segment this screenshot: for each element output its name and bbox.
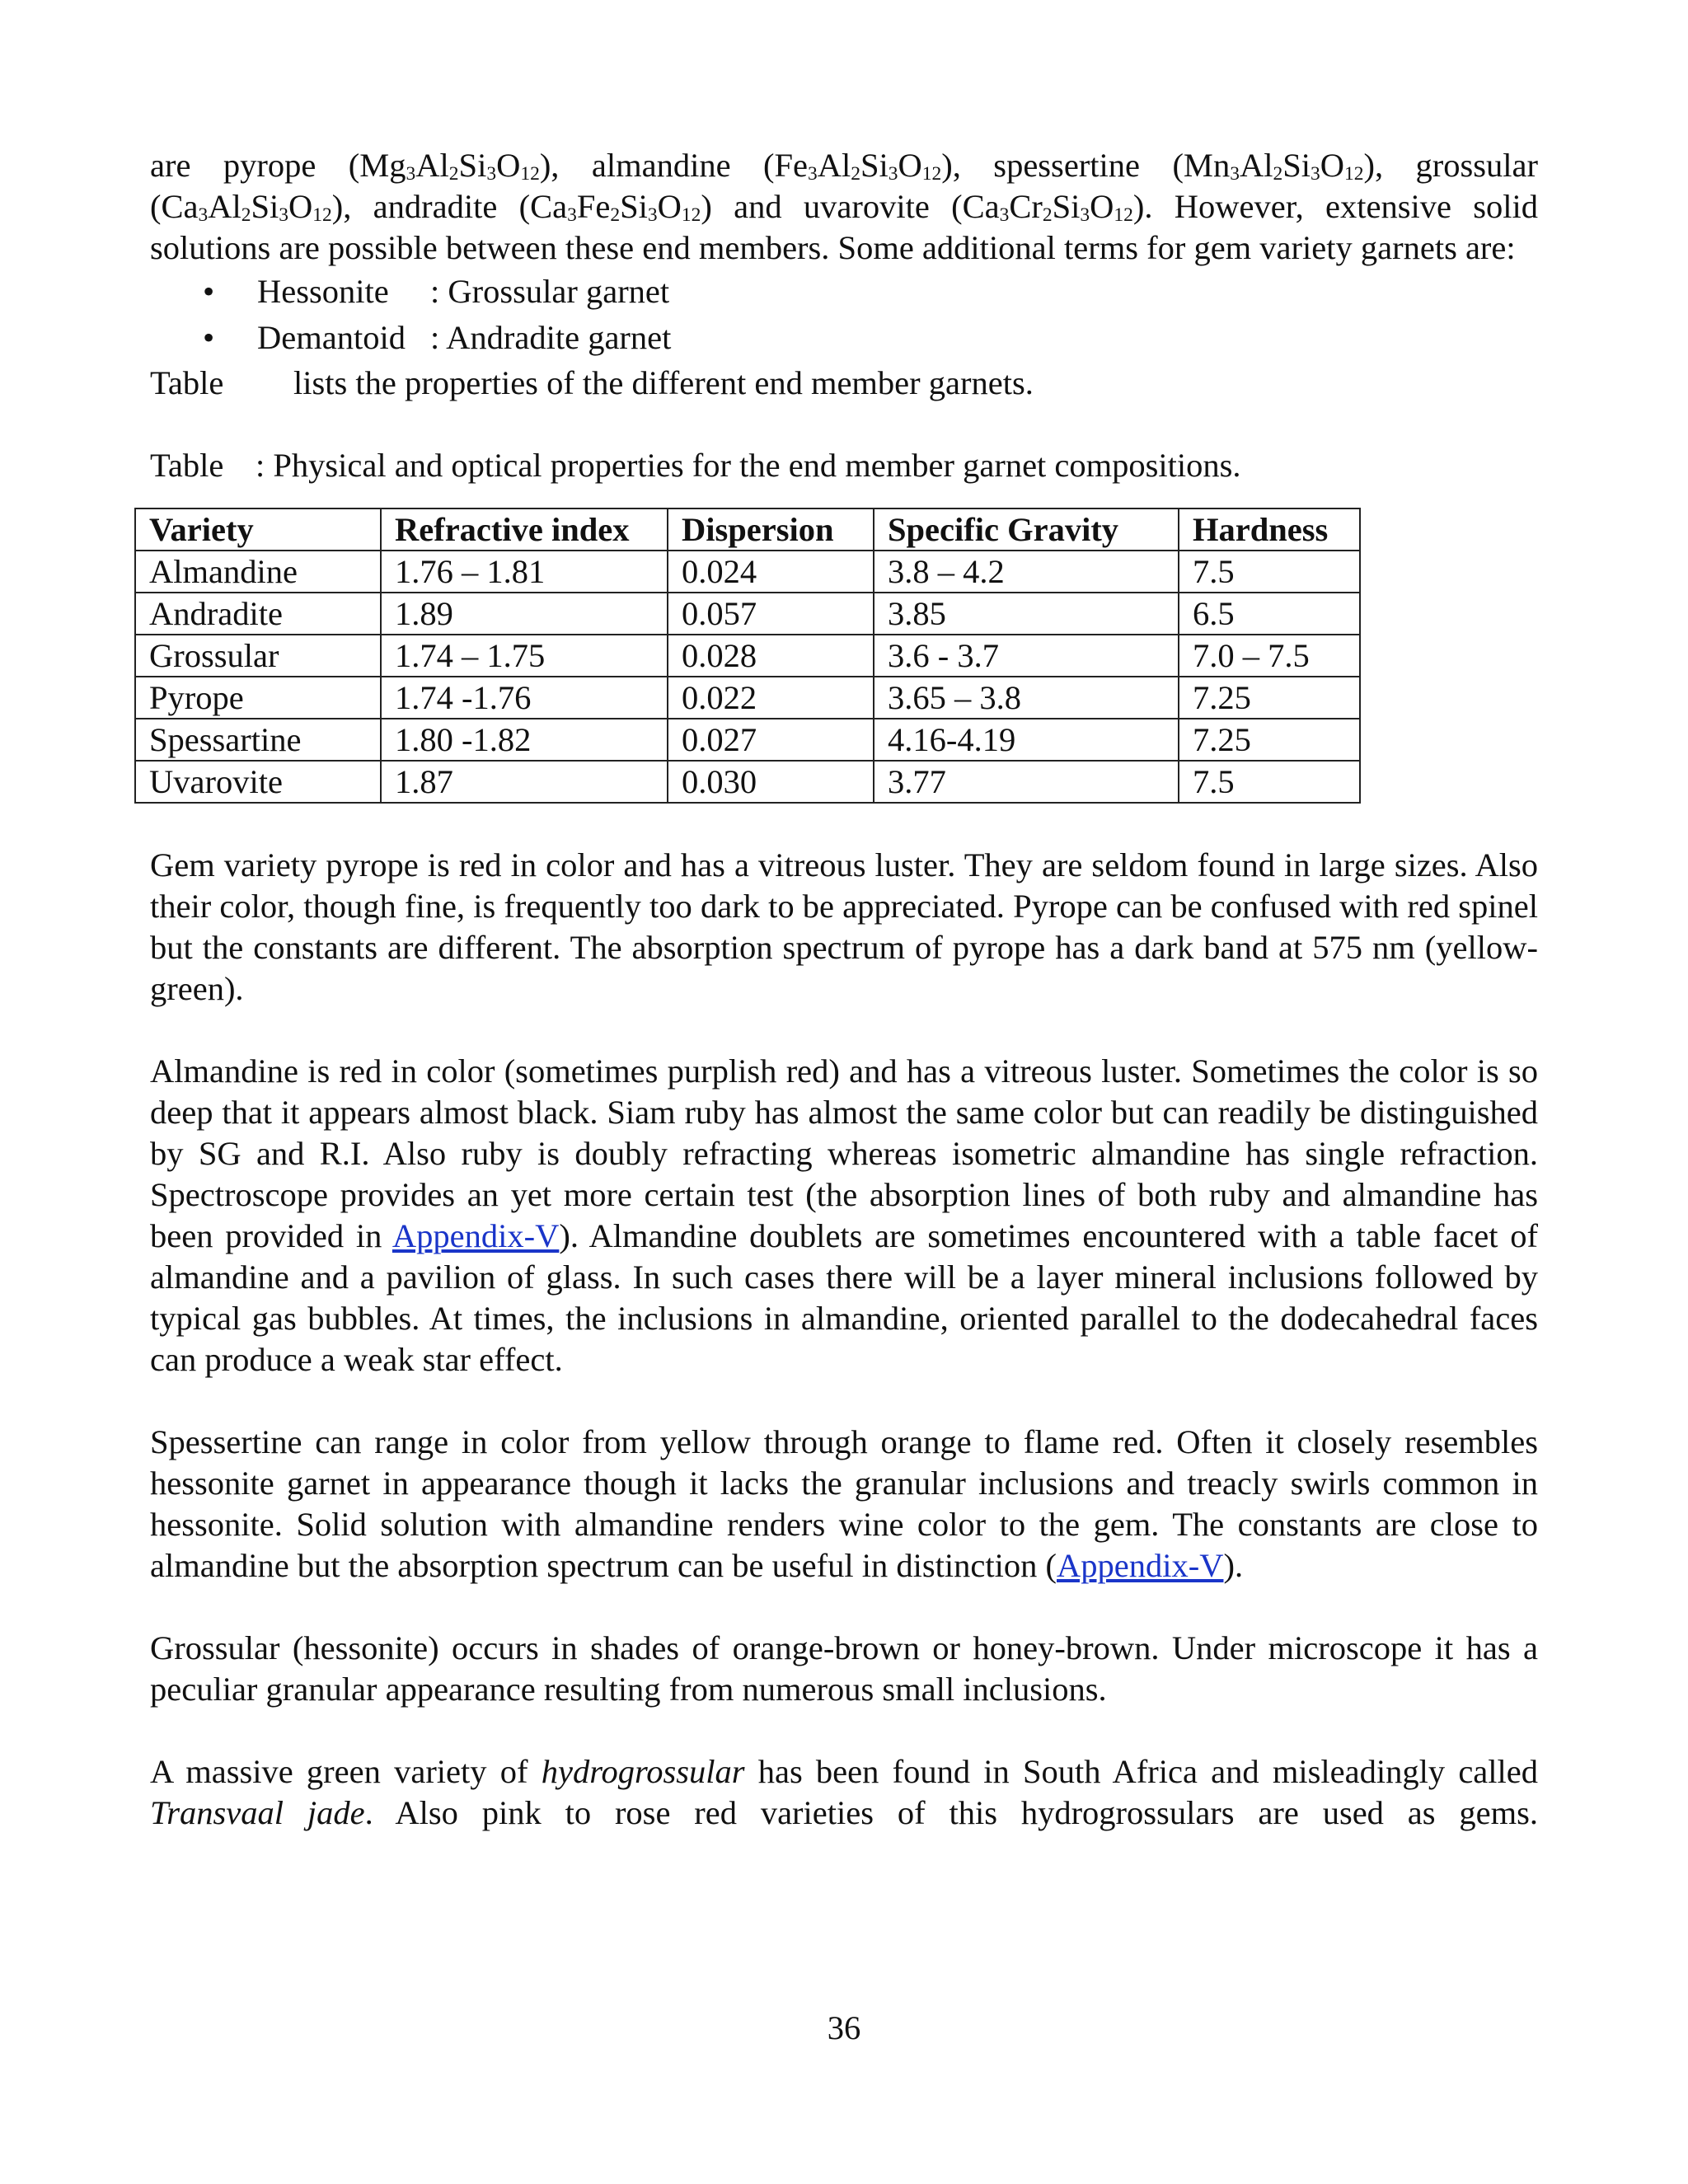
table-cell: 0.027 — [668, 719, 874, 761]
column-header: Refractive index — [381, 509, 668, 551]
table-cell: 0.057 — [668, 593, 874, 635]
column-header: Dispersion — [668, 509, 874, 551]
table-cell: 1.87 — [381, 761, 668, 803]
table-cell: 1.80 -1.82 — [381, 719, 668, 761]
bullet-icon: • — [203, 319, 215, 356]
table-cell: Pyrope — [135, 677, 381, 719]
table-cell: 7.5 — [1179, 551, 1360, 593]
table-cell: 3.77 — [874, 761, 1179, 803]
appendix-v-link[interactable]: Appendix-V — [1057, 1547, 1224, 1584]
table-reference-line: Table lists the properties of the different end member garnets. — [150, 364, 1034, 401]
table-cell: 0.028 — [668, 635, 874, 677]
table-row — [135, 719, 1360, 761]
spessertine-paragraph: Spessertine can range in color from yellow through orange to flame red. Often it closely resembles hessonite garnet in appearance though it lacks the granular inclusions and treacly swirls common in hessonite. Solid solution with almandine renders wine color to the gem. The constants are close to almandine but the absorption spectrum can be useful in distinction (Appendix-V). — [150, 1423, 1538, 1584]
table-cell: 7.0 – 7.5 — [1179, 635, 1360, 677]
table-cell: Uvarovite — [135, 761, 381, 803]
table-cell: 1.76 – 1.81 — [381, 551, 668, 593]
document-page — [150, 145, 1538, 1834]
table-row — [135, 551, 1360, 593]
grossular-paragraph: Grossular (hessonite) occurs in shades of orange-brown or honey-brown. Under microscope it has a peculiar granular appearance resulting from numerous small inclusions. — [150, 1629, 1538, 1708]
column-header: Hardness — [1179, 509, 1360, 551]
table-row — [135, 635, 1360, 677]
table-row — [135, 677, 1360, 719]
pyrope-paragraph: Gem variety pyrope is red in color and has a vitreous luster. They are seldom found in large sizes. Also their color, though fine, is frequently too dark to be appreciated. Pyrope can be confused with red spinel but the constants are different. The absorption spectrum of pyrope has a dark band at 575 nm (yellow-green). — [150, 846, 1538, 1007]
table-cell: 3.65 – 3.8 — [874, 677, 1179, 719]
table-cell: Spessartine — [135, 719, 381, 761]
table-row — [135, 593, 1360, 635]
table-caption: Table : Physical and optical properties for the end member garnet compositions. — [150, 447, 1241, 484]
list-item: • Hessonite : Grossular garnet — [150, 269, 1538, 315]
table-cell: 0.030 — [668, 761, 874, 803]
table-cell: 1.74 -1.76 — [381, 677, 668, 719]
table-cell: Andradite — [135, 593, 381, 635]
table-cell: 7.25 — [1179, 719, 1360, 761]
intro-paragraph: are pyrope $(Mg_3Al_2Si_3O_{12})$, almandine $(Fe_3Al_2Si_3O_{12})$, spessertine $(Mn_3Al_2Si_3O_{12})$, grossular $(Ca_3Al_2Si_3O_{12})$, andradite $(Ca_3Fe_2Si_3O_{12})$ and uvarovite $(Ca_3Cr_2Si_3O_{12})$. However, extensive solid solutions are possible between these end members. Some additional terms for gem variety garnets are: — [150, 147, 1538, 266]
table-cell: Grossular — [135, 635, 381, 677]
table-cell: 6.5 — [1179, 593, 1360, 635]
appendix-v-link[interactable]: Appendix-V — [392, 1217, 560, 1254]
table-cell: 3.6 - 3.7 — [874, 635, 1179, 677]
table-cell: 3.8 – 4.2 — [874, 551, 1179, 593]
table-cell: Almandine — [135, 551, 381, 593]
table-cell: 1.74 – 1.75 — [381, 635, 668, 677]
almandine-paragraph: Almandine is red in color (sometimes purplish red) and has a vitreous luster. Sometimes the color is so deep that it appears almost black. Siam ruby has almost the same color but can readily be distinguished by SG and R.I. Also ruby is doubly refracting whereas isometric almandine has single refraction. Spectroscope provides an yet more certain test (the absorption lines of both ruby and almandine has been provided in Appendix-V). Almandine doublets are sometimes encountered with a table facet of almandine and a pavilion of glass. In such cases there will be a layer mineral inclusions followed by typical gas bubbles. At times, the inclusions in almandine, oriented parallel to the dodecahedral faces can produce a weak star effect. — [150, 1052, 1538, 1378]
table-cell: 7.25 — [1179, 677, 1360, 719]
page-number: 36 — [827, 2009, 861, 2046]
table-cell: 3.85 — [874, 593, 1179, 635]
garnet-terms-list — [150, 269, 1538, 361]
bullet-icon: • — [203, 273, 215, 310]
table-cell: 0.022 — [668, 677, 874, 719]
table-cell: 7.5 — [1179, 761, 1360, 803]
table-cell: 1.89 — [381, 593, 668, 635]
garnet-properties-table — [134, 508, 1361, 804]
table-cell: 4.16-4.19 — [874, 719, 1179, 761]
table-row — [135, 761, 1360, 803]
list-item: • Demantoid : Andradite garnet — [150, 315, 1538, 361]
table-header-row — [135, 509, 1360, 551]
column-header: Variety — [135, 509, 381, 551]
hydrogrossular-paragraph: A massive green variety of hydrogrossular has been found in South Africa and misleadingly called Transvaal jade. Also pink to rose red varieties of this hydrogrossulars are used as gems. — [150, 1753, 1539, 1831]
column-header: Specific Gravity — [874, 509, 1179, 551]
table-cell: 0.024 — [668, 551, 874, 593]
